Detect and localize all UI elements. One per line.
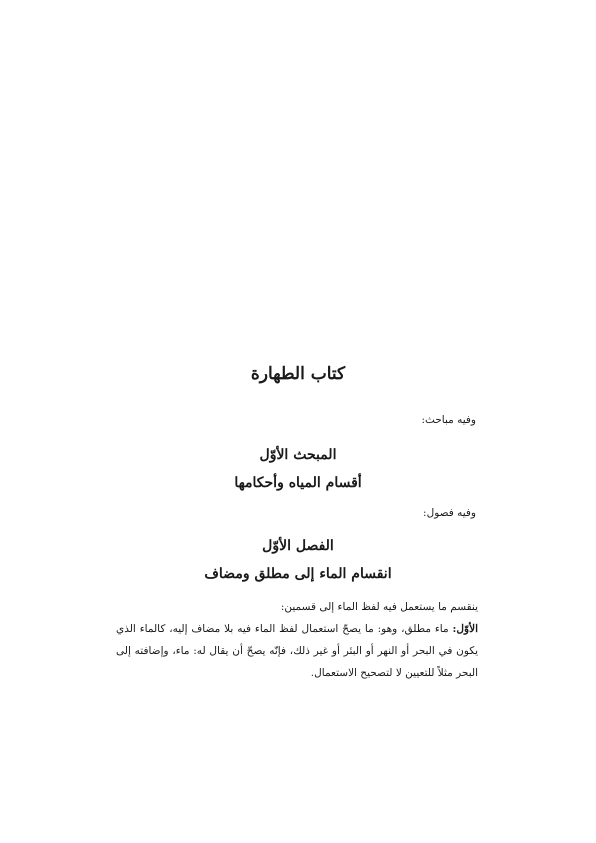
chapter-title: الفصل الأوّل	[262, 538, 334, 554]
chapter-subtitle: انقسام الماء إلى مطلق ومضاف	[204, 566, 392, 582]
section-title: المبحث الأوّل	[259, 447, 337, 463]
paragraph-text: ماء مطلق، وهو: ما يصحّ استعمال لفظ الماء فيه بلا مضاف إليه، كالماء الذي يكون في البحر أو النهر أو البئر أو غير ذلك، فإنّه يصحّ أن يقال له: ماء، وإضافته إلى البحر مثلاً للتعيين لا لتصحيح الاستعمال.	[116, 623, 478, 679]
intro-mabahith: وفيه مباحث:	[421, 414, 476, 426]
body-paragraph-2	[116, 618, 478, 684]
book-title: كتاب الطهارة	[250, 364, 346, 384]
intro-fusul: وفيه فصول:	[423, 507, 476, 519]
section-subtitle: أقسام المياه وأحكامها	[234, 475, 362, 491]
paragraph-lead: الأوّل:	[452, 623, 478, 635]
body-paragraph-1: ينقسم ما يستعمل فيه لفظ الماء إلى قسمين:	[280, 601, 478, 613]
